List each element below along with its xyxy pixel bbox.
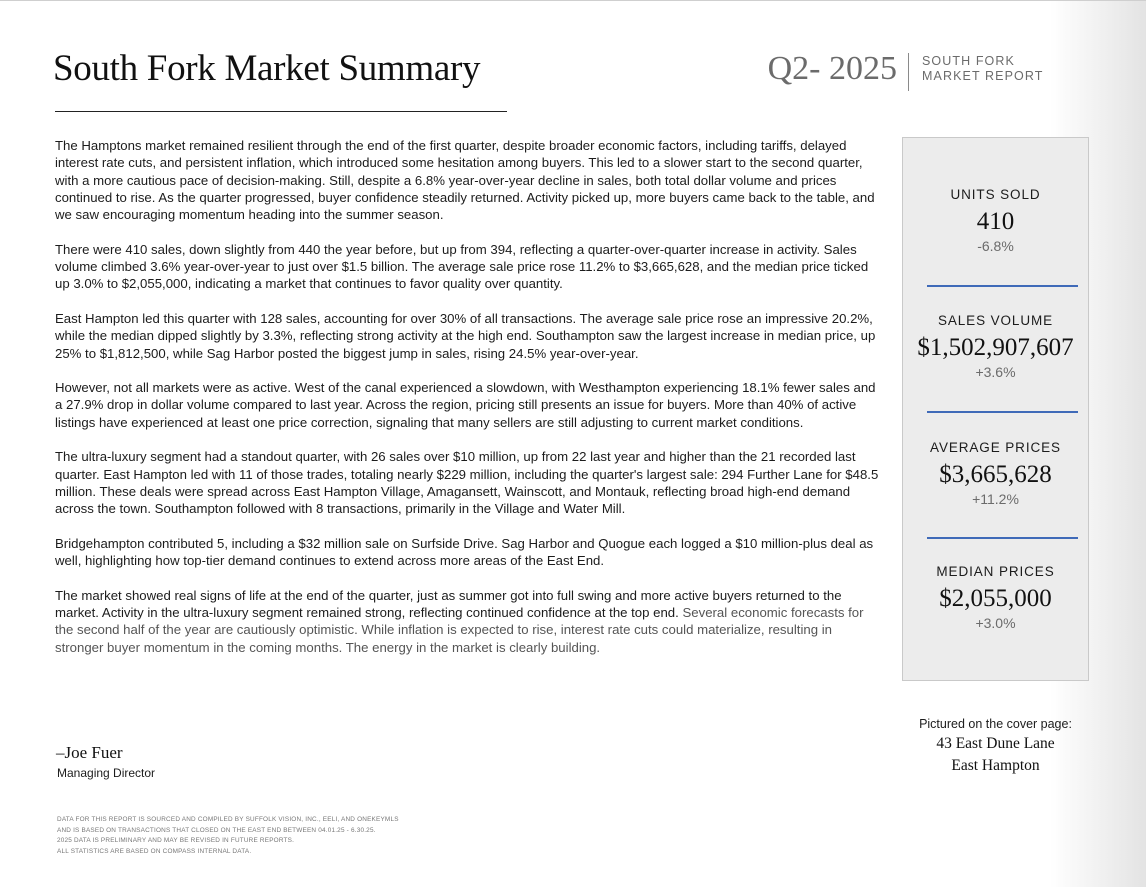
stat-label: UNITS SOLD [950, 187, 1041, 202]
stat-label: MEDIAN PRICES [936, 564, 1055, 579]
stat-units-sold [903, 187, 1088, 254]
signature-name: –Joe Fuer [56, 743, 123, 762]
stat-change: -6.8% [977, 238, 1014, 254]
commentary-paragraph: The Hamptons market remained resilient through the end of the first quarter, despite broader economic factors, including tariffs, delayed interest rate cuts, and persistent inflation, which introduced some hesitation among buyers. This led to a slower start to the second quarter, with a more cautious pace of decision-making. Still, despite a 6.8% year-over-year decline in sales, both total dollar volume and prices continued to rise. As the quarter progressed, buyer confidence steadily returned. Activity picked up, more buyers came back to the table, and we saw encouraging momentum heading into the summer season. [55, 138, 875, 223]
stat-divider [927, 411, 1078, 413]
commentary-paragraph-final [55, 587, 883, 656]
stat-change: +3.6% [975, 364, 1016, 380]
report-label-line1: SOUTH FORK [922, 54, 1015, 68]
page-title: South Fork Market Summary [53, 48, 481, 89]
stat-label: SALES VOLUME [937, 313, 1054, 328]
disclaimer-line: AND IS BASED ON TRANSACTIONS THAT CLOSED ON THE EAST END BETWEEN 04.01.25 - 6.30.25. [57, 826, 376, 834]
cover-caption [902, 717, 1089, 775]
final-paragraph-tail: Several economic forecasts for the second half of the year are cautiously optimistic. While inflation is expected to rise, interest rate cuts could materialize, resulting in stronger buyer momentum in the coming months. The energy in the market is clearly building. [55, 605, 864, 655]
stat-value: $1,502,907,607 [917, 334, 1074, 361]
disclaimer-line: DATA FOR THIS REPORT IS SOURCED AND COMPILED BY SUFFOLK VISION, INC., EELI, AND ONEKEYMLS [57, 816, 399, 823]
cover-town: East Hampton [951, 757, 1040, 774]
data-disclaimer [57, 815, 399, 857]
stat-value: 410 [976, 208, 1015, 235]
stat-divider [927, 537, 1078, 539]
disclaimer-line: ALL STATISTICS ARE BASED ON COMPASS INTERNAL DATA. [57, 847, 252, 855]
stats-panel [902, 137, 1089, 681]
stat-label: AVERAGE PRICES [930, 440, 1061, 455]
commentary-paragraph: However, not all markets were as active. West of the canal experienced a slowdown, with Westhampton experiencing 18.1% fewer sales and a 27.9% drop in dollar volume compared to last year. Across the region, pricing still presents an issue for buyers. More than 40% of active listings have experienced at least one price correction, signaling that many sellers are still adjusting to current market conditions. [55, 380, 876, 430]
title-underline [55, 111, 507, 112]
commentary-paragraph: There were 410 sales, down slightly from 440 the year before, but up from 394, reflecting a quarter-over-quarter increase in activity. Sales volume climbed 3.6% year-over-year to just over $1.5 billion. The average sale price rose 11.2% to $3,665,628, and the median price ticked up 3.0% to $2,055,000, indicating a market that continues to favor quality over quantity. [55, 241, 869, 292]
stat-change: +3.0% [975, 615, 1016, 631]
stat-median-prices [903, 564, 1088, 631]
final-paragraph-lead: The market showed real signs of life at the end of the quarter, just as summer got into full swing and more active buyers returned to the market. Activity in the ultra-luxury segment remained strong, reflecting continued confidence at the top end. [55, 587, 842, 621]
stat-value: $3,665,628 [939, 461, 1052, 488]
stat-value: $2,055,000 [939, 585, 1052, 612]
commentary-paragraph: The ultra-luxury segment had a standout quarter, with 26 sales over $10 million, up from 22 last year and higher than the 21 recorded last quarter. East Hampton led with 11 of those trades, totaling nearly $229 million, including the quarter's largest sale: 294 Further Lane for $48.5 million. These deals were spread across East Hampton Village, Amagansett, Wainscott, and Montauk, reflecting broad high-end demand across the town. Southampton followed with 8 transactions, primarily in the Village and Water Mill. [55, 449, 879, 517]
commentary-paragraph: Bridgehampton contributed 5, including a $32 million sale on Surfside Drive. Sag Harbor and Quogue each logged a $10 million-plus deal as well, highlighting how top-tier demand continues to extend across more areas of the East End. [55, 535, 874, 569]
stat-divider [927, 285, 1078, 287]
stat-sales-volume [903, 313, 1088, 380]
report-label [922, 54, 1044, 84]
cover-address: 43 East Dune Lane [936, 735, 1055, 752]
signature-title: Managing Director [57, 766, 156, 780]
header-divider [908, 53, 909, 91]
stat-change: +11.2% [972, 491, 1019, 507]
market-commentary [55, 137, 883, 656]
cover-intro: Pictured on the cover page: [919, 717, 1072, 731]
disclaimer-line: 2025 DATA IS PRELIMINARY AND MAY BE REVISED IN FUTURE REPORTS. [57, 837, 295, 844]
stat-average-prices [903, 440, 1088, 507]
commentary-paragraph: East Hampton led this quarter with 128 sales, accounting for over 30% of all transactions. The average sale price rose an impressive 20.2%, while the median dipped slightly by 3.3%, reflecting strong activity at the high end. Southampton saw the largest increase in median price, up 25% to $1,812,500, while Sag Harbor posted the biggest jump in sales, rising 24.5% year-over-year. [55, 310, 876, 361]
report-label-line2: MARKET REPORT [922, 69, 1044, 83]
quarter-label: Q2- 2025 [767, 50, 897, 87]
